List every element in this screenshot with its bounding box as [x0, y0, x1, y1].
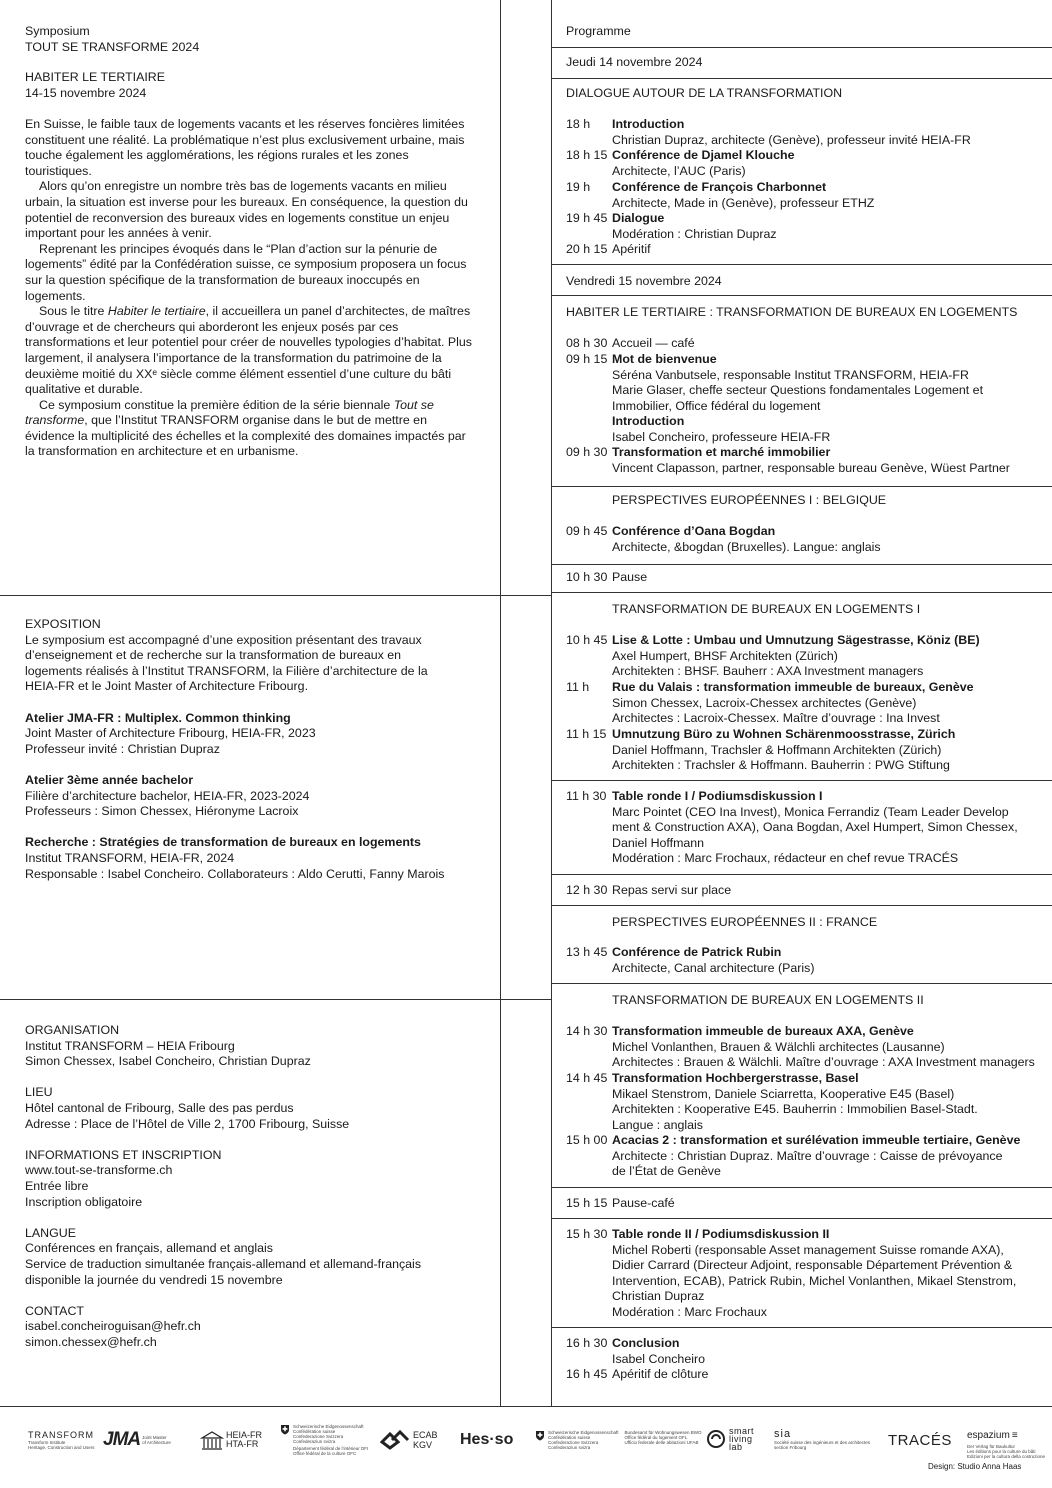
- schedule-time: 19 h: [566, 180, 591, 194]
- info-heading: LIEU: [25, 1085, 53, 1100]
- bottom-divider: [0, 1406, 1052, 1407]
- programme-divider: [551, 1327, 1052, 1328]
- schedule-entry-line: Séréna Vanbutsele, responsable Institut TRANSFORM, HEIA-FR: [612, 367, 969, 382]
- programme-divider: [551, 1218, 1052, 1219]
- schedule-entry: [612, 727, 955, 774]
- schedule-time: 15 h 30: [566, 1227, 608, 1241]
- schedule-entry-line: Modération : Marc Frochaux: [612, 1304, 767, 1319]
- schedule-entry-line: Architekten : BHSF. Bauherr : AXA Investment managers: [612, 664, 924, 679]
- schedule-time: 15 h 15: [566, 1196, 608, 1210]
- schedule-entry-title: Umnutzung Büro zu Wohnen Schärenmoosstrasse, Zürich: [612, 727, 956, 741]
- logo-espazium-wordmark: espazium: [967, 1430, 1010, 1442]
- email-link[interactable]: isabel.concheiroguisan@hefr.ch: [25, 1319, 201, 1334]
- schedule-entry-line: Axel Humpert, BHSF Architekten (Zürich): [612, 648, 838, 663]
- left-divider-2: [0, 999, 551, 1000]
- schedule-entry-title: Acacias 2 : transformation et surélévation immeuble tertiaire, Genève: [612, 1133, 1021, 1147]
- schedule-entry-line: Marc Pointet (CEO Ina Invest), Monica Ferrandiz (Team Leader Develop: [612, 804, 1009, 819]
- schedule-entry-line: Michel Vonlanthen, Brauen & Wälchli architectes (Lausanne): [612, 1039, 945, 1054]
- day2-section: HABITER LE TERTIAIRE : TRANSFORMATION DE BUREAUX EN LOGEMENTS: [566, 305, 1018, 319]
- info-line: Entrée libre: [25, 1178, 89, 1193]
- confed-dept: Département fédéral de l’intérieur DFI Office fédéral de la culture OFC: [293, 1446, 369, 1456]
- programme-divider: [551, 486, 1052, 487]
- schedule-entry: [612, 1133, 1020, 1180]
- schedule-time: 11 h 30: [566, 789, 607, 803]
- intro-text: [25, 117, 475, 460]
- schedule-entry: [612, 180, 874, 211]
- swiss-cross-icon: [280, 1424, 290, 1435]
- schedule-entry-title: Table ronde I / Podiumsdiskussion I: [612, 789, 823, 803]
- schedule-entry: [612, 211, 777, 242]
- logo-espazium: [967, 1428, 1045, 1459]
- schedule-entry-title: Introduction: [612, 414, 685, 429]
- logo-sia: [774, 1428, 870, 1450]
- schedule-entry-title: Conférence d’Oana Bogdan: [612, 524, 776, 538]
- schedule-entry-line: Vincent Clapasson, partner, responsable bureau Genève, Wüest Partner: [612, 460, 1010, 475]
- schedule-entry-line: Pause-café: [612, 1196, 675, 1210]
- schedule-entry-line: Simon Chessex, Lacroix-Chessex architectes (Genève): [612, 695, 917, 710]
- schedule-entry-title: Introduction: [612, 117, 685, 131]
- exposition-item-line: Filière d’architecture bachelor, HEIA-FR, 2023-2024: [25, 788, 310, 803]
- schedule-entry: [612, 1196, 675, 1212]
- logo-traces: TRACÉS: [888, 1432, 952, 1449]
- schedule-entry: [612, 242, 651, 258]
- logo-sia-wordmark: sia: [774, 1428, 792, 1440]
- schedule-entry-line: Architekten : Trachsler & Hoffmann. Bauherrin : PWG Stiftung: [612, 758, 950, 773]
- left-divider-1: [0, 595, 551, 596]
- schedule-entry-title: Transformation immeuble de bureaux AXA, Genève: [612, 1024, 914, 1038]
- schedule-entry-title: Mot de bienvenue: [612, 352, 717, 366]
- menu-icon: ≡: [1011, 1430, 1018, 1441]
- schedule-entry-title: Dialogue: [612, 211, 665, 225]
- schedule-entry-line: Pause: [612, 570, 648, 584]
- info-line: Institut TRANSFORM – HEIA Fribourg: [25, 1038, 235, 1053]
- schedule-time: 16 h 45: [566, 1367, 608, 1381]
- schedule-time: 19 h 45: [566, 211, 608, 225]
- schedule-entry: [612, 680, 974, 727]
- exposition-text-line: HEIA-FR et le Joint Master of Architecture Fribourg.: [25, 679, 309, 694]
- column-divider-left: [500, 0, 501, 1406]
- day1-label: Jeudi 14 novembre 2024: [566, 55, 703, 69]
- exposition-heading: EXPOSITION: [25, 617, 101, 631]
- schedule-entry-line: Architekten : Kooperative E45. Bauherrin : Immobilien Basel-Stadt.: [612, 1102, 978, 1117]
- schedule-entry-line: Architecte, l’AUC (Paris): [612, 163, 746, 178]
- schedule-entry-line: Architectes : Brauen & Wälchli. Maître d’ouvrage : AXA Investment managers: [612, 1055, 1035, 1070]
- schedule-entry: [612, 117, 971, 148]
- programme-divider: [551, 78, 1052, 79]
- logo-hesso: Hes·so: [460, 1431, 514, 1448]
- confed-dept: Bundesamt für Wohnungswesen BWO Office fédéral du logement OFL Ufficio federale delle abitazioni UFAB: [624, 1430, 702, 1445]
- schedule-time: 09 h 15: [566, 352, 608, 366]
- schedule-entry: [612, 524, 881, 555]
- schedule-time: 20 h 15: [566, 242, 608, 256]
- schedule-entry-line: Apéritif de clôture: [612, 1367, 709, 1381]
- schedule-entry-title: Rue du Valais : transformation immeuble de bureaux, Genève: [612, 680, 974, 694]
- schedule-time: 18 h: [566, 117, 591, 131]
- logo-transform: [28, 1426, 95, 1450]
- schedule-entry-title: Conclusion: [612, 1336, 680, 1350]
- logo-ecab-wordmark: ECAB KGV: [413, 1430, 438, 1450]
- schedule-entry-line: Architectes : Lacroix-Chessex. Maître d’ouvrage : Ina Invest: [612, 711, 940, 726]
- logo-ecab: [380, 1430, 438, 1450]
- confed-text: Schweizerische Eidgenossenschaft Confédération suisse Confederazione Svizzera Confederaziun svizra: [548, 1430, 619, 1450]
- schedule-entry-line: Architecte, Canal architecture (Paris): [612, 960, 815, 975]
- heia-building-icon: [200, 1430, 224, 1450]
- intro-paragraph: Alors qu’on enregistre un nombre très bas de logements vacants en milieu urbain, la situation est inverse pour les bureaux. En conséquence, la question du potentiel de reconversion des bureaux vides en logements constitue un enjeu important pour les années à venir.: [25, 179, 468, 241]
- swiss-cross-icon: [535, 1430, 545, 1441]
- header-line: Symposium: [25, 24, 90, 38]
- programme-divider: [551, 905, 1052, 906]
- design-credit: Design: Studio Anna Haas: [928, 1462, 1022, 1471]
- schedule-entry-line: Christian Dupraz, architecte (Genève), professeur invité HEIA-FR: [612, 132, 971, 147]
- schedule-entry-title: Lise & Lotte : Umbau und Umnutzung Sägestrasse, Köniz (BE): [612, 633, 980, 647]
- logo-jma: [103, 1430, 171, 1450]
- schedule-entry: [612, 570, 647, 586]
- schedule-entry: [612, 148, 794, 179]
- schedule-entry-title: Transformation Hochbergerstrasse, Basel: [612, 1071, 859, 1085]
- column-divider-right: [551, 0, 552, 1406]
- info-line: Simon Chessex, Isabel Concheiro, Christian Dupraz: [25, 1054, 311, 1069]
- schedule-entry: [612, 1336, 705, 1367]
- schedule-entry: [612, 336, 695, 352]
- day2-label: Vendredi 15 novembre 2024: [566, 274, 722, 288]
- info-heading: ORGANISATION: [25, 1023, 120, 1037]
- programme-divider: [551, 780, 1052, 781]
- programme-divider: [551, 983, 1052, 984]
- exposition-item-line: Professeurs : Simon Chessex, Hiéronyme Lacroix: [25, 804, 299, 819]
- schedule-entry-line: Architecte : Christian Dupraz. Maître d’ouvrage : Caisse de prévoyance: [612, 1148, 1003, 1163]
- schedule-entry: [612, 1071, 978, 1133]
- logo-confed-ofl: [535, 1430, 702, 1450]
- schedule-entry-line: Repas servi sur place: [612, 883, 732, 897]
- schedule-entry: [612, 1227, 1016, 1321]
- info-line: disponible la journée du vendredi 15 novembre: [25, 1272, 283, 1287]
- info-line: Inscription obligatoire: [25, 1194, 143, 1209]
- schedule-entry-line: Immobilier, Office fédéral du logement: [612, 398, 821, 413]
- schedule-time: 14 h 30: [566, 1024, 608, 1038]
- schedule-entry-line: Apéritif: [612, 242, 651, 256]
- info-line: Conférences en français, allemand et anglais: [25, 1241, 273, 1256]
- programme-divider: [551, 295, 1052, 296]
- intro-paragraph: Ce symposium constitue la première édition de la série biennale Tout se transforme, que l’Institut TRANSFORM organise dans le but de mettre en évidence la multiplicité des échelles et la complexité des domaines impactés par la transformation en architecture et en urbanisme.: [25, 397, 466, 459]
- schedule-time: 09 h 45: [566, 524, 608, 538]
- schedule-entry-line: Daniel Hoffmann: [612, 835, 705, 850]
- website-link[interactable]: www.tout-se-transforme.ch: [25, 1163, 173, 1178]
- smart-living-lab-icon: [706, 1429, 726, 1449]
- schedule-time: 09 h 30: [566, 445, 608, 459]
- email-link[interactable]: simon.chessex@hefr.ch: [25, 1334, 157, 1349]
- exposition-text-line: logements réalisés à l’Institut TRANSFORM, la Filière d’architecture de la: [25, 663, 428, 678]
- schedule-time: 10 h 30: [566, 570, 608, 584]
- logo-transform-wordmark: TRANSFORM: [28, 1430, 94, 1440]
- section-transfo-2: TRANSFORMATION DE BUREAUX EN LOGEMENTS II: [612, 993, 924, 1007]
- logo-smart-wordmark: smart living lab: [729, 1426, 754, 1452]
- schedule-time: 13 h 45: [566, 945, 608, 959]
- exposition-item-line: Responsable : Isabel Concheiro. Collaborateurs : Aldo Cerutti, Fanny Marois: [25, 866, 445, 881]
- info-heading: LANGUE: [25, 1225, 76, 1240]
- exposition-item-title: Recherche : Stratégies de transformation de bureaux en logements: [25, 835, 421, 850]
- exposition-item-title: Atelier 3ème année bachelor: [25, 772, 194, 787]
- schedule-entry-line: Architecte, &bogdan (Bruxelles). Langue: anglais: [612, 539, 881, 554]
- intro-paragraph: En Suisse, le faible taux de logements vacants et les réserves foncières limitées constituent une réalité. La problématique n’est plus exclusivement urbaine, mais touche également les agglomérations, les régions rurales et les zones touristiques.: [25, 117, 465, 178]
- schedule-entry-line: ment & Construction AXA), Oana Bogdan, Axel Humpert, Simon Chessex,: [612, 820, 1018, 835]
- schedule-time: 14 h 45: [566, 1071, 608, 1085]
- schedule-entry: [612, 633, 980, 680]
- schedule-entry: [612, 945, 814, 976]
- schedule-entry-line: Architecte, Made in (Genève), professeur ETHZ: [612, 195, 875, 210]
- schedule-entry-line: Daniel Hoffmann, Trachsler & Hoffmann Architekten (Zürich): [612, 742, 942, 757]
- programme-divider: [551, 592, 1052, 593]
- schedule-time: 16 h 30: [566, 1336, 608, 1350]
- exposition-text-line: Le symposium est accompagné d’une exposition présentant des travaux: [25, 632, 422, 647]
- schedule-time: 11 h 15: [566, 727, 607, 741]
- schedule-time: 15 h 00: [566, 1133, 608, 1147]
- confed-text: Schweizerische Eidgenossenschaft Confédération suisse Confederazione Svizzera Confederaziun svizra: [293, 1424, 364, 1444]
- schedule-entry-line: Intervention, ECAB), Patrick Rubin, Michel Vonlanthen, Mikael Stenstrom,: [612, 1273, 1017, 1288]
- intro-paragraph: Reprenant les principes évoqués dans le “Plan d’action sur la pénurie de logements” édité par la Confédération suisse, ce symposium proposera un focus sur la question spécifique de la transformation de bureaux inoccupés en logements.: [25, 241, 467, 303]
- schedule-entry: [612, 445, 1010, 476]
- ecab-house-icon: [380, 1430, 410, 1450]
- symposium-subtitle: [25, 70, 165, 101]
- info-line: Hôtel cantonal de Fribourg, Salle des pas perdus: [25, 1100, 294, 1115]
- schedule-entry: [612, 789, 1018, 867]
- programme-divider: [551, 564, 1052, 565]
- schedule-entry-title: Conférence de Djamel Klouche: [612, 148, 795, 162]
- info-line: Adresse : Place de l’Hôtel de Ville 2, 1700 Fribourg, Suisse: [25, 1116, 350, 1131]
- schedule-entry-line: Isabel Concheiro, professeure HEIA-FR: [612, 429, 831, 444]
- schedule-entry-line: Accueil — café: [612, 336, 695, 350]
- italic-title: Habiter le tertiaire: [107, 304, 206, 319]
- day1-section: DIALOGUE AUTOUR DE LA TRANSFORMATION: [566, 86, 843, 100]
- schedule-entry-line: Modération : Christian Dupraz: [612, 226, 777, 241]
- schedule-entry: [612, 1367, 708, 1383]
- programme-divider: [551, 874, 1052, 875]
- logo-jma-wordmark: JMA: [103, 1429, 141, 1450]
- symposium-header: [25, 24, 199, 55]
- section-transfo-1: TRANSFORMATION DE BUREAUX EN LOGEMENTS I: [612, 602, 921, 616]
- schedule-entry-title: Transformation et marché immobilier: [612, 445, 831, 459]
- schedule-entry-line: Modération : Marc Frochaux, rédacteur en chef revue TRACÉS: [612, 851, 959, 866]
- info-section: [25, 1023, 421, 1350]
- info-heading: INFORMATIONS ET INSCRIPTION: [25, 1147, 222, 1162]
- schedule-entry-title: Conférence de Patrick Rubin: [612, 945, 782, 959]
- exposition-item-line: Institut TRANSFORM, HEIA-FR, 2024: [25, 850, 235, 865]
- subtitle-title: HABITER LE TERTIAIRE: [25, 70, 166, 84]
- intro-paragraph: Sous le titre Habiter le tertiaire, il accueillera un panel d’architectes, de maîtres d’ouvrage et de chercheurs qui aborderont les enjeux posés par ces transformations et leur potentiel pour créer de nouvelles typologies d’habitat. Plus largement, il analysera l’importance de la transformation du patrimoine de la deuxième moitié du XXᵉ siècle comme élément essentiel d’une culture du bâti qualitative et durable.: [25, 304, 473, 397]
- info-heading: CONTACT: [25, 1303, 84, 1318]
- schedule-entry: [612, 883, 731, 899]
- schedule-entry: [612, 1024, 1035, 1071]
- schedule-time: 12 h 30: [566, 883, 608, 897]
- schedule-entry-line: Mikael Stenstrom, Daniele Sciarretta, Kooperative E45 (Basel): [612, 1086, 955, 1101]
- schedule-entry-line: Didier Carrard (Directeur Adjoint, responsable Département Prévention &: [612, 1258, 1013, 1273]
- header-title: TOUT SE TRANSFORME 2024: [25, 39, 200, 54]
- schedule-entry-title: Table ronde II / Podiumsdiskussion II: [612, 1227, 830, 1241]
- schedule-entry: [612, 352, 983, 446]
- exposition-item-title: Atelier JMA-FR : Multiplex. Common thinking: [25, 710, 291, 725]
- programme-divider: [551, 1187, 1052, 1188]
- exposition-item-line: Professeur invité : Christian Dupraz: [25, 741, 220, 756]
- schedule-entry-line: Christian Dupraz: [612, 1289, 705, 1304]
- programme-title: Programme: [566, 24, 631, 38]
- schedule-entry-title: Conférence de François Charbonnet: [612, 180, 827, 194]
- logo-confed-ofc: [280, 1424, 368, 1456]
- programme-divider: [551, 264, 1052, 265]
- schedule-entry-line: Isabel Concheiro: [612, 1351, 705, 1366]
- schedule-entry-line: Langue : anglais: [612, 1117, 703, 1132]
- exposition-item-line: Joint Master of Architecture Fribourg, HEIA-FR, 2023: [25, 726, 316, 741]
- schedule-entry-line: Marie Glaser, cheffe secteur Questions fondamentales Logement et: [612, 383, 984, 398]
- logo-sia-sub: Société suisse des ingénieurs et des architectes section Fribourg: [774, 1440, 871, 1450]
- logo-jma-sub: Joint Master of Architecture: [142, 1435, 171, 1445]
- schedule-time: 08 h 30: [566, 336, 608, 350]
- section-france: PERSPECTIVES EUROPÉENNES II : FRANCE: [612, 915, 878, 929]
- schedule-entry-line: Michel Roberti (responsable Asset management Suisse romande AXA),: [612, 1242, 1004, 1257]
- logo-espazium-sub: Der Verlag für Baukultur Les éditions pour la culture du bâti Edizioni per la cultura della costruzione: [967, 1443, 1046, 1459]
- programme-divider: [551, 47, 1052, 48]
- exposition-text-line: d’enseignement et de recherche sur la transformation de bureaux en: [25, 648, 402, 663]
- schedule-time: 11 h: [566, 680, 590, 694]
- italic-title: Tout se transforme: [25, 397, 434, 428]
- schedule-entry-line: de l’État de Genève: [612, 1164, 721, 1179]
- section-belgique: PERSPECTIVES EUROPÉENNES I : BELGIQUE: [612, 493, 887, 507]
- logo-heia: [200, 1430, 262, 1450]
- schedule-time: 18 h 15: [566, 148, 608, 162]
- subtitle-dates: 14-15 novembre 2024: [25, 85, 147, 100]
- logo-heia-wordmark: HEIA-FR HTA-FR: [226, 1430, 262, 1449]
- schedule-time: 10 h 45: [566, 633, 608, 647]
- info-line: Service de traduction simultanée français-allemand et allemand-français: [25, 1256, 422, 1271]
- logo-smart-living-lab: [706, 1427, 754, 1451]
- logo-transform-sub: Transform Institute Heritage, Construction and Users: [28, 1440, 95, 1450]
- exposition-section: [25, 617, 444, 882]
